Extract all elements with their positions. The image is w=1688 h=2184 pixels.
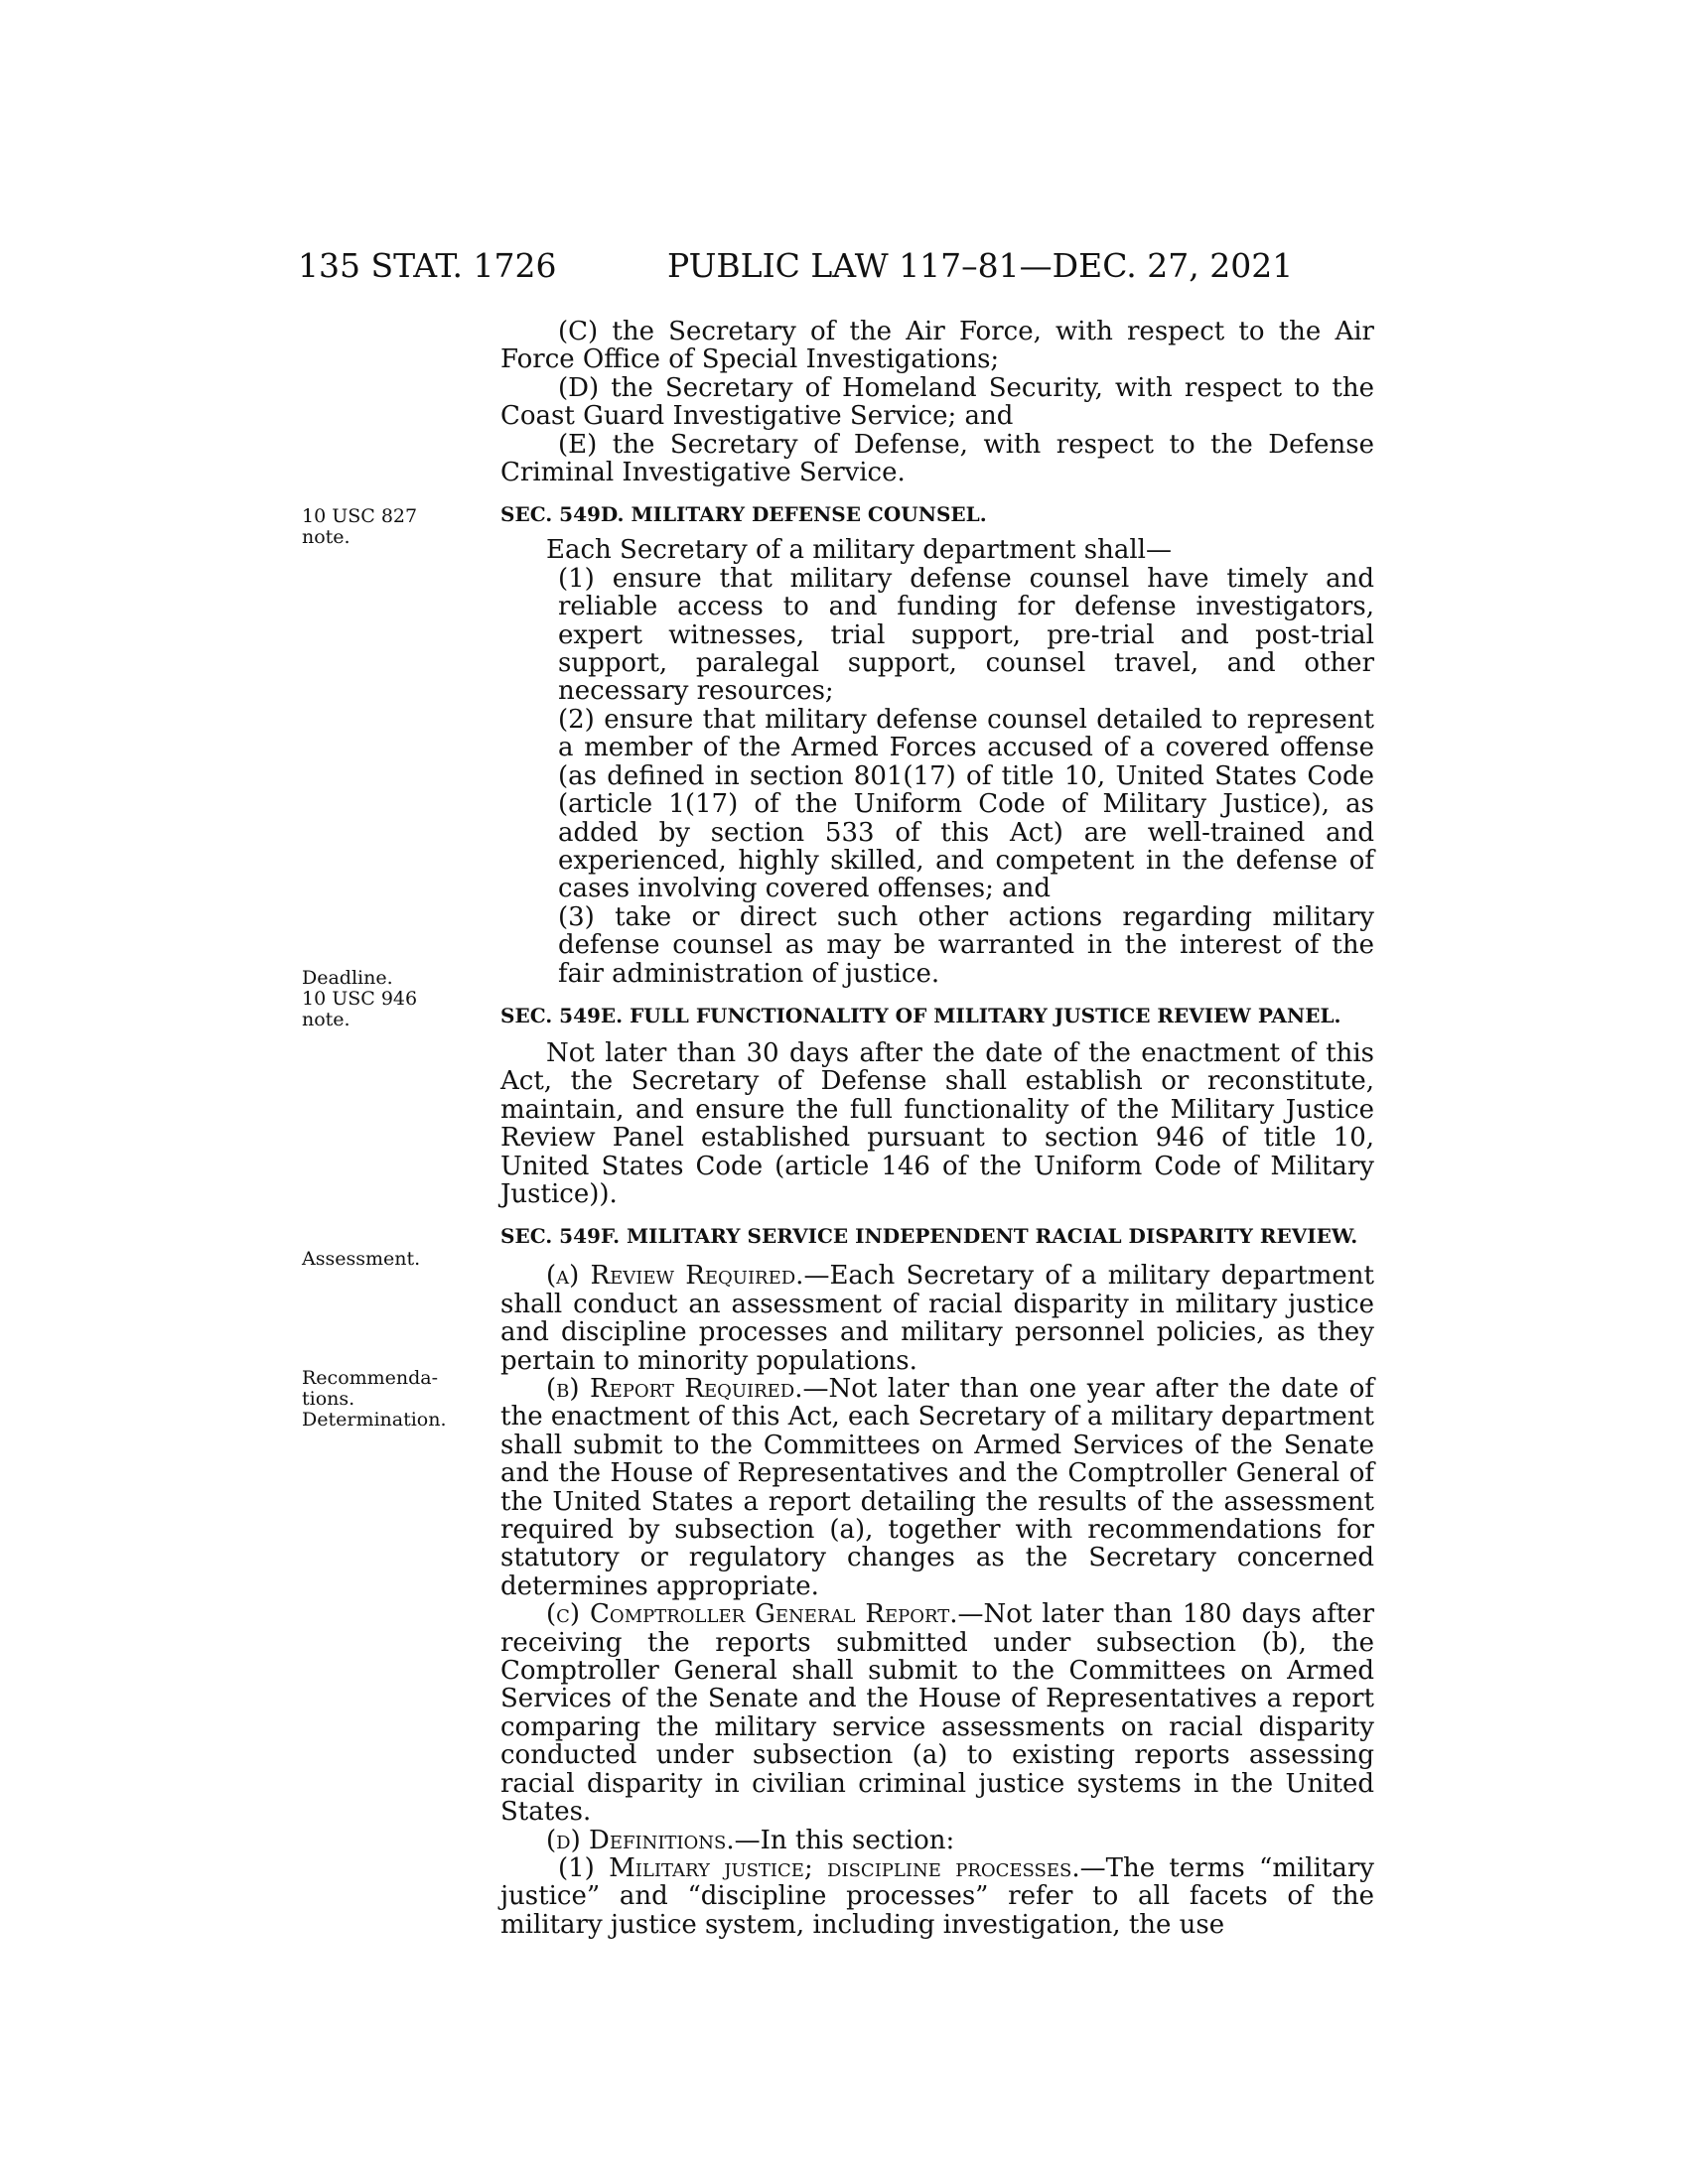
- section-549d-item-3: (3) take or direct such other actions regarding military defense counsel as may be warranted in the interest of the fair administration of justice.: [558, 901, 1374, 989]
- margin-note-recommendations: [302, 1368, 471, 1431]
- margin-note-usc-827: 10 USC 827 note.: [302, 505, 418, 548]
- subsection-c-text: —Not later than 180 days after receiving the reports submitted under subsection (b), the Comptroller General shall submit to the Committees on Armed Services of the Senate and the House of Representatives a report comparing the military service assessments on racial disparity conducted under subsection (a) to existing reports assessing racial disparity in civilian criminal justice systems in the United States.: [500, 1599, 1374, 1828]
- public-law-title: PUBLIC LAW 117–81—DEC. 27, 2021: [667, 246, 1294, 285]
- section-549d-intro: Each Secretary of a military department shall—: [546, 535, 1172, 566]
- subsection-b-text: —Not later than one year after the date of the enactment of this Act, each Secretary of a military department shall submit to the Committees on Armed Services of the Senate and the House of Representatives and the Comptroller General of the United States a report detailing the results of the assessment required by subsection (a), together with recommendations for statutory or regulatory changes as the Secretary concerned determines appropriate.: [500, 1374, 1374, 1601]
- item-text: (1) ensure that military defense counsel have timely and reliable access to and funding for defense investigators, expert witnesses, trial support, pre-trial and post-trial support, paralegal support, counsel travel, and other necessary resources;: [558, 563, 1374, 707]
- stat-page-number: 135 STAT. 1726: [298, 246, 557, 285]
- section-549f-heading: SEC. 549F. MILITARY SERVICE INDEPENDENT RACIAL DISPARITY REVIEW.: [500, 1224, 1358, 1249]
- margin-note-deadline-label: Deadline.: [302, 967, 393, 989]
- margin-note-determination: Determination.: [302, 1409, 447, 1431]
- subsection-c-label: (c) Comptroller General Report.: [546, 1599, 958, 1630]
- subsection-d-1: [500, 1854, 1374, 1939]
- section-549e-heading: SEC. 549E. FULL FUNCTIONALITY OF MILITARY JUSTICE REVIEW PANEL.: [500, 1003, 1341, 1027]
- subsection-a: [500, 1262, 1374, 1375]
- main-text-column: [500, 318, 1374, 1939]
- margin-note-assessment: Assessment.: [302, 1248, 421, 1270]
- margin-note-deadline: [302, 968, 471, 1030]
- subsection-d-text: —In this section:: [734, 1825, 955, 1855]
- subsection-d-1-text: —The terms “military justice” and “discipline processes” refer to all facets of the military justice system, including investigation, the use: [500, 1852, 1374, 1940]
- margin-note-usc-946: 10 USC 946 note.: [302, 988, 418, 1030]
- paragraph-d: (D) the Secretary of Homeland Security, with respect to the Coast Guard Investigative Service; and: [500, 372, 1374, 432]
- margin-note-line: Recommenda-: [302, 1367, 439, 1389]
- subsection-d-label: (d) Definitions.: [546, 1825, 735, 1855]
- section-549d-item-1: [500, 565, 1374, 706]
- subsection-c: [500, 1600, 1374, 1826]
- paragraph-c: (C) the Secretary of the Air Force, with respect to the Air Force Office of Special Investigations;: [500, 317, 1374, 375]
- subsection-a-label: (a) Review Required.: [546, 1261, 804, 1292]
- subsection-a-text: —Each Secretary of a military department shall conduct an assessment of racial disparity in military justice and discipline processes and military personnel policies, as they pertain to minority populations.: [500, 1261, 1374, 1376]
- subsection-d-1-label: (1) Military justice; discipline processes.: [558, 1852, 1080, 1883]
- subsection-d: [500, 1827, 1374, 1854]
- section-549d-heading: SEC. 549D. MILITARY DEFENSE COUNSEL.: [500, 502, 987, 527]
- section-549e-body: Not later than 30 days after the date of the enactment of this Act, the Secretary of Defense shall establish or reconstitute, maintain, and ensure the full functionality of the Military Justice Review Panel established pursuant to section 946 of title 10, United States Code (article 146 of the Uniform Code of Military Justice)).: [500, 1037, 1374, 1209]
- section-549d-item-2: (2) ensure that military defense counsel detailed to represent a member of the Armed Forces accused of a covered offense (as defined in section 801(17) of title 10, United States Code (article 1(17) of the Uniform Code of Military Justice), as added by section 533 of this Act) are well-trained and experienced, highly skilled, and competent in the defense of cases involving covered offenses; and: [558, 704, 1374, 904]
- margin-note-line: tions.: [302, 1388, 355, 1410]
- subsection-b: [500, 1375, 1374, 1600]
- subsection-b-label: (b) Report Required.: [546, 1374, 803, 1404]
- paragraph-e: (E) the Secretary of Defense, with respect to the Defense Criminal Investigative Service.: [500, 429, 1374, 488]
